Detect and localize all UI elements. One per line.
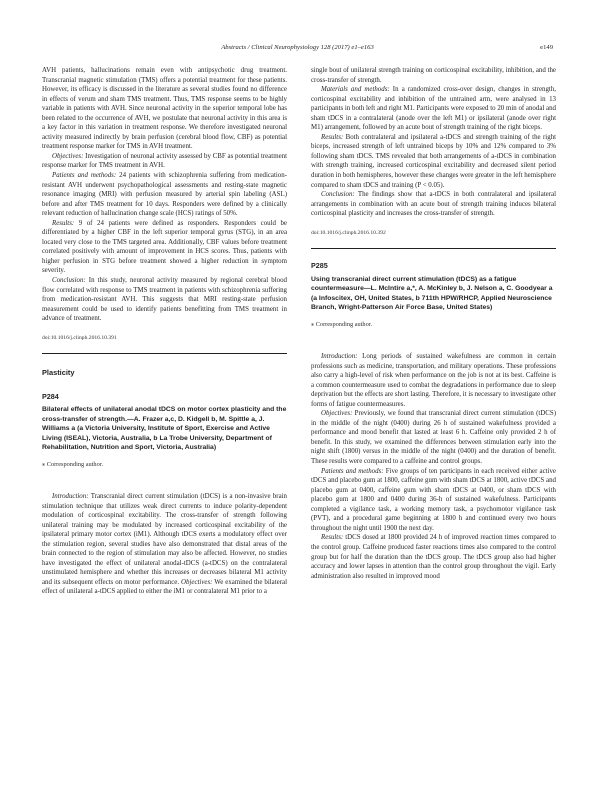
right-column	[311, 66, 556, 581]
results-paragraph: Results: 9 of 24 patients were defined as responders. Responders could be differentiated by a higher CBF in the left superior temporal gyrus (STG), in an area located very close to the TMS targeted area. Additionally, CBF values before treatment correlated positively with amount of improvement in HCS scores. Thus, patients with higher perfusion in STG before treatment showed a higher reduction in symptom severity.	[42, 219, 287, 275]
section-heading: Plasticity	[42, 368, 75, 378]
results-paragraph: Results: tDCS dosed at 1800 provided 24 h of improved reaction times compared to the control group. Caffeine produced faster reactions times also compared to the control group but for half the duration than the tDCS group. The tDCS group also had higher accuracy and lower lapses in attention than the control group throughout the vigil. Early administration also resulted in improved mood	[311, 534, 556, 580]
methods-paragraph: Materials and methods: In a randomized cross-over design, changes in strength, corticospinal excitability and inhibition of the untrained arm, were analysed in 13 participants in both left and right M1. Participants were exposed to 20 min of anodal and sham tDCS in a contralateral (anode over the left M1) or ipsilateral (anode over right M1) arrangement, followed by an acute bout of strength training of the right biceps.	[311, 86, 556, 132]
corresponding-author-note: ⁎ Corresponding author.	[311, 321, 373, 329]
introduction-paragraph: Introduction: Transcranial direct current stimulation (tDCS) is a non-invasive brain stimulation technique that utilizes weak direct currents to induce polarity-dependent modulation of corticospinal excitability. The cross-transfer of strength following unilateral training may be modulated by increased corticospinal excitability of the ipsilateral primary motor cortex (iM1). Although tDCS exerts a modulatory effect over the stimulation region, several studies have also demonstrated that distal areas of the brain connected to the region of stimulation may also be affected. However, no studies have investigated the effect of unilateral anodal-tDCS (a-tDCS) on the contralateral unstimulated hemisphere and whether this increases or decreases bilateral M1 activity and its subsequent effects on motor performance. Objectives: We examined the bilateral effect of unilateral a-tDCS applied to either the iM1 or contralateral M1 prior to a	[42, 492, 287, 596]
divider	[311, 248, 556, 249]
objectives-paragraph: Objectives: Previously, we found that transcranial direct current stimulation (tDCS) in the middle of the night (0400) during 26 h of sustained wakefulness provided a performance and mood benefit that lasted at least 6 h. Caffeine only provided 2 h of benefit. In this study, we examined the differences between stimulation early into the night shift (1800) versus in the middle of the night (0400) and the duration of benefit. These results were compared to a caffeine and control groups.	[311, 410, 556, 466]
methods-paragraph: Patients and methods: 24 patients with schizophrenia suffering from medication-resistant AVH underwent psychopathological assessments and resting-state magnetic resonance imaging (MRI) with perfusion measured by arterial spin labeling (ASL) before and after TMS treatment for 10 days. Responders were defined by a clinically relevant reduction of hallucination change scale (HCS) ratings of 50%.	[42, 172, 287, 218]
divider	[42, 353, 287, 354]
doi-link[interactable]: doi:10.1016/j.clinph.2016.10.392	[311, 229, 386, 236]
abstract-title: Bilateral effects of unilateral anodal tDCS on motor cortex plasticity and the cross-transfer of strength.—A. Frazer a,c, D. Kidgell b, M. Spittle a, J. Williams a (a Victoria University, Institute of Sport, Exercise and Active Living (ISEAL), Victoria, Australia, b La Trobe University, Department of Rehabilitation, Nutrition and Sport, Victoria, Australia)	[42, 406, 287, 452]
objectives-paragraph: Objectives: Investigation of neuronal activity assessed by CBF as potential treatment response marker for TMS treatment in AVH.	[42, 152, 287, 170]
methods-paragraph: Patients and methods: Five groups of ten participants in each received either active tDCS and placebo gum at 1800, caffeine gum with sham tDCS at 1800, active tDCS and placebo gum at 0400, caffeine gum with sham tDCS at 0400, or sham tDCS with placebo gum at 1800 and 0400 during 36-h of sustained wakefulness. Participants completed a vigilance task, a working memory task, a psychomotor vigilance task (PVT), and a procedural game beginning at 1800 h and continued every two hours throughout the night until 1900 the next day.	[311, 467, 556, 532]
paragraph: AVH patients, hallucinations remain even with antipsychotic drug treatment. Transcranial magnetic stimulation (TMS) offers a potential treatment for these patients. However, its efficacy is discussed in the literature as several studies found no difference in effects of verum and sham TMS treatment. Thus, TMS response seems to be highly variable in patients with AVH. Since neuronal activity in the superior temporal lobe has been related to the occurrence of AVH, we postulate that neuronal activity in this area is a key factor in this variation in treatment response. We therefore investigated neuronal activity measured indirectly by brain perfusion (cerebral blood flow, CBF) as potential treatment response marker for TMS in AVH treatment.	[42, 67, 287, 151]
abstract-id: P284	[42, 391, 59, 401]
corresponding-author-note: ⁎ Corresponding author.	[42, 461, 104, 469]
abstract-id: P285	[311, 261, 328, 271]
results-paragraph: Results: Both contralateral and ipsilateral a-tDCS and strength training of the right biceps, increased strength of left untrained biceps by 10% and 12% compared to 3% following sham tDCS. TMS revealed that both arrangements of a-tDCS in combination with strength training, increased corticospinal excitability and decreased silent period duration in both hemispheres, however these changes were greater in the left hemisphere compared to sham tDCS and training (P < 0.05).	[311, 133, 556, 189]
abstract-title: Using transcranial direct current stimulation (tDCS) as a fatigue countermeasure—L. McIntire a,*, A. McKinley b, J. Nelson a, C. Goodyear a (a Infoscitex, OH, United States, b 711th HPW/RHCP, Applied Neuroscience Branch, Wright-Patterson Air Force Base, United States)	[311, 275, 553, 312]
page-number: e149	[540, 44, 553, 51]
conclusion-paragraph: Conclusion: The findings show that a-tDCS in both contralateral and ipsilateral arrangements in combination with an acute bout of strength training induces bilateral corticospinal plasticity and increases the cross-transfer of strength.	[311, 191, 556, 218]
left-column	[42, 66, 287, 597]
journal-citation: Abstracts / Clinical Neurophysiology 128 (2017) e1–e163	[221, 44, 374, 51]
conclusion-paragraph: Conclusion: In this study, neuronal activity measured by regional cerebral blood flow correlated with response to TMS treatment in patients with schizophrenia suffering from medication-resistant AVH. This suggests that MRI resting-state perfusion measurement could be used to identify patients benefitting from TMS treatment in advance of treatment.	[42, 277, 287, 323]
paragraph: single bout of unilateral strength training on corticospinal excitability, inhibition, and the cross-transfer of strength.	[311, 67, 556, 84]
introduction-paragraph: Introduction: Long periods of sustained wakefulness are common in certain professions such as medicine, transportation, and military operations. These professions also carry a high-level of risk when performance on the job is not at its best. Caffeine is a common countermeasure used to combat the degradations in performance due to sleep deprivation but the effects are short lasting. Therefore, it is necessary to investigate other forms of fatigue countermeasures.	[311, 353, 556, 408]
running-header	[42, 44, 553, 54]
doi-link[interactable]: doi:10.1016/j.clinph.2016.10.391	[42, 334, 117, 341]
